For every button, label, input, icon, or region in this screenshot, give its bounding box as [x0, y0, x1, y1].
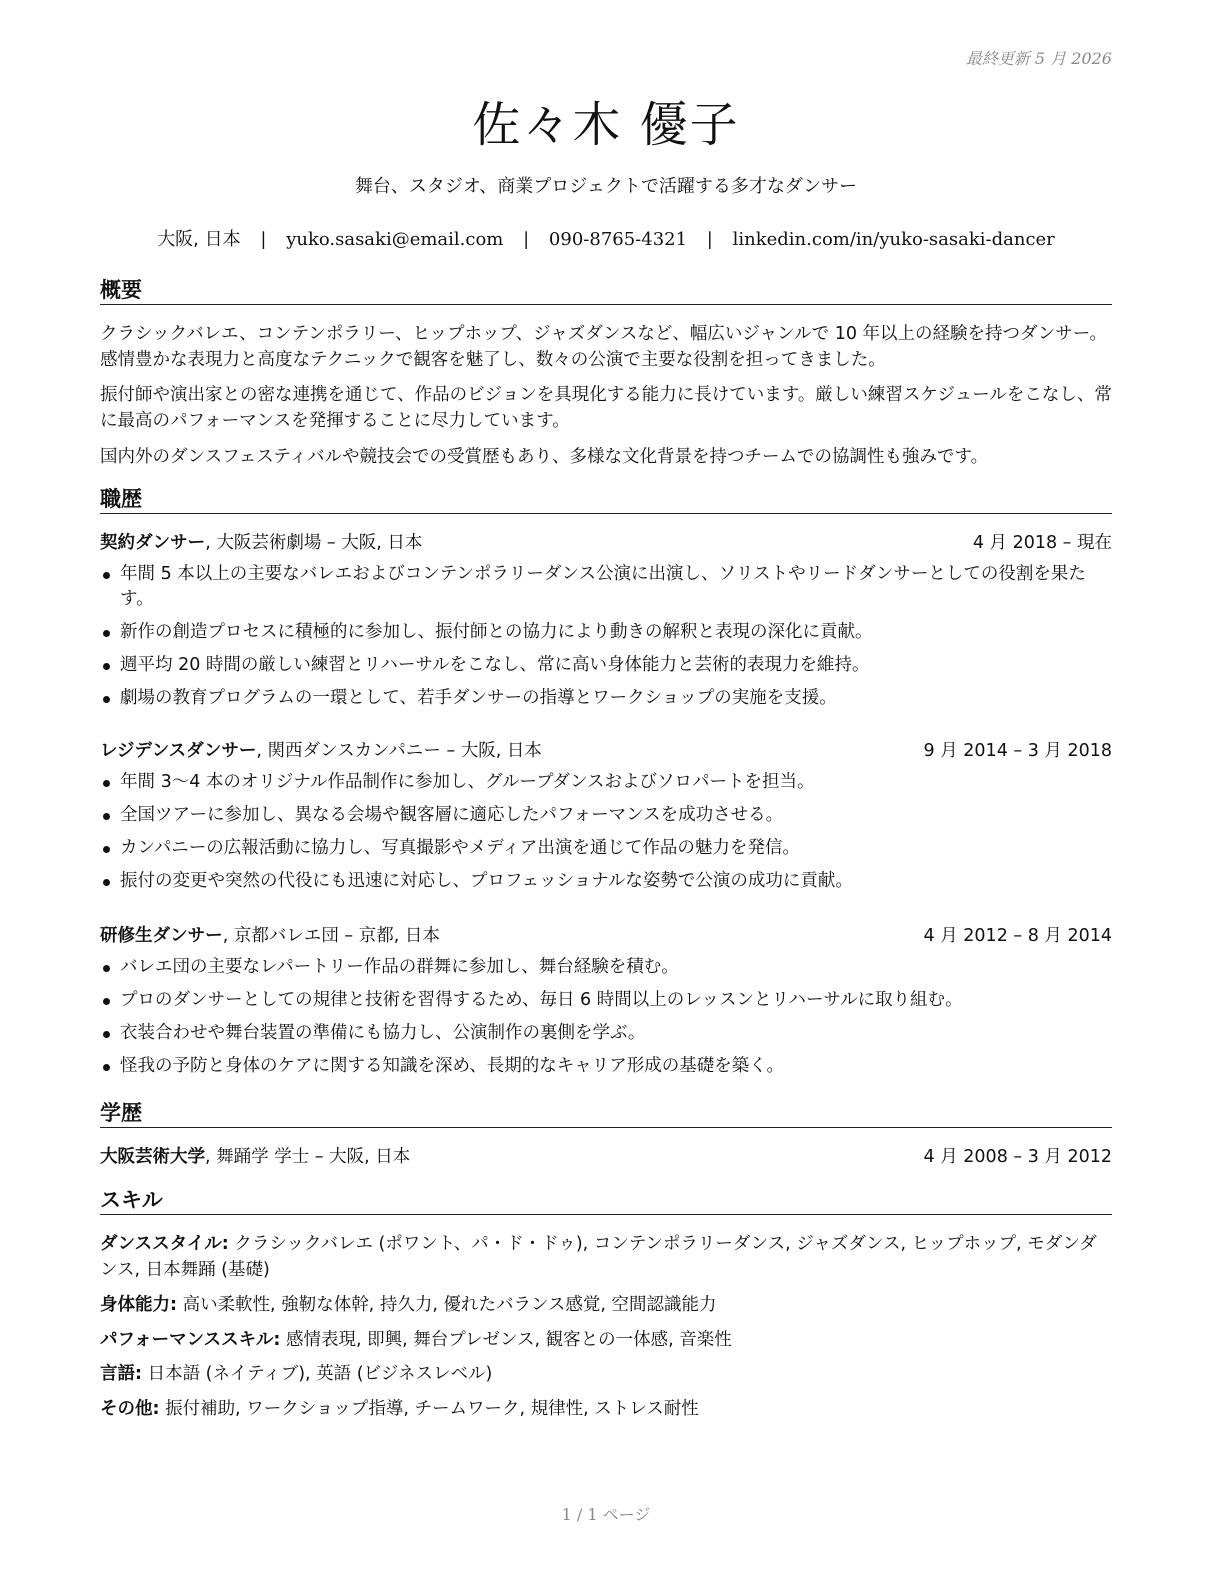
- list-item: カンパニーの広報活動に協力し、写真撮影やメディア出演を通じて作品の魅力を発信。: [100, 836, 1112, 861]
- school-name: 大阪芸術大学: [100, 1147, 205, 1167]
- skill-label: ダンススタイル:: [100, 1234, 229, 1254]
- job-dates: 9 月 2014 – 3 月 2018: [923, 741, 1112, 761]
- job-role: 契約ダンサー: [100, 533, 206, 553]
- contact-linkedin[interactable]: linkedin.com/in/yuko-sasaki-dancer: [732, 229, 1055, 250]
- skill-line: [100, 1327, 1112, 1353]
- skill-label: その他:: [100, 1399, 160, 1419]
- list-item: 新作の創造プロセスに積極的に参加し、振付師との協力により動きの解釈と表現の深化に貢献。: [100, 620, 1112, 645]
- education-dates: 4 月 2008 – 3 月 2012: [923, 1147, 1112, 1167]
- summary-paragraph: クラシックバレエ、コンテンポラリー、ヒップホップ、ジャズダンスなど、幅広いジャンルで 10 年以上の経験を持つダンサー。感情豊かな表現力と高度なテクニックで観客を魅了し、数々の公演で主要な役割を担ってきました。: [100, 324, 1108, 370]
- contact-separator: |: [523, 229, 530, 250]
- skill-value: クラシックバレエ (ポワント、パ・ド・ドゥ), コンテンポラリーダンス, ジャズダンス, ヒップホップ, モダンダンス, 日本舞踊 (基礎): [100, 1234, 1097, 1280]
- job-header: [100, 530, 1112, 556]
- job-header: [100, 738, 1112, 764]
- section-title-summary: 概要: [100, 278, 1112, 305]
- job-role: レジデンスダンサー: [100, 741, 257, 761]
- list-item: 年間 3〜4 本のオリジナル作品制作に参加し、グループダンスおよびソロパートを担当。: [100, 770, 1112, 795]
- contact-email[interactable]: yuko.sasaki@email.com: [286, 229, 504, 250]
- skill-label: 身体能力:: [100, 1295, 177, 1315]
- job-header: [100, 923, 1112, 949]
- list-item: 劇場の教育プログラムの一環として、若手ダンサーの指導とワークショップの実施を支援。: [100, 686, 1112, 711]
- page-number: 1 / 1 ページ: [561, 1505, 651, 1524]
- resume-page: [100, 0, 1112, 1584]
- contact-location: 大阪, 日本: [157, 229, 241, 250]
- contact-line: [100, 225, 1112, 251]
- list-item: プロのダンサーとしての規律と技術を習得するため、毎日 6 時間以上のレッスンとリハーサルに取り組む。: [100, 988, 1112, 1013]
- skill-label: パフォーマンススキル:: [100, 1330, 281, 1350]
- job-dates: 4 月 2018 – 現在: [972, 533, 1112, 553]
- job-org: , 京都バレエ団 – 京都, 日本: [222, 926, 440, 946]
- contact-separator: |: [260, 229, 267, 250]
- last-updated: 最終更新 5 月 2026: [965, 49, 1112, 68]
- contact-phone[interactable]: 090-8765-4321: [548, 229, 688, 250]
- skill-value: 振付補助, ワークショップ指導, チームワーク, 規律性, ストレス耐性: [159, 1399, 699, 1419]
- summary-paragraph: 国内外のダンスフェスティバルや競技会での受賞歴もあり、多様な文化背景を持つチームでの協調性も強みです。: [100, 447, 989, 467]
- list-item: 衣装合わせや舞台装置の準備にも協力し、公演制作の裏側を学ぶ。: [100, 1021, 1112, 1046]
- job-org: , 関西ダンスカンパニー – 大阪, 日本: [256, 741, 542, 761]
- job-bullets: [100, 770, 1112, 902]
- summary-paragraph: 振付師や演出家との密な連携を通じて、作品のビジョンを具現化する能力に長けています。厳しい練習スケジュールをこなし、常に最高のパフォーマンスを発揮することに尽力しています。: [100, 385, 1112, 431]
- list-item: 週平均 20 時間の厳しい練習とリハーサルをこなし、常に高い身体能力と芸術的表現力を維持。: [100, 653, 1112, 678]
- tagline: 舞台、スタジオ、商業プロジェクトで活躍する多才なダンサー: [354, 176, 858, 197]
- section-title-education: 学歴: [100, 1101, 1112, 1128]
- candidate-name: 佐々木 優子: [472, 97, 740, 153]
- list-item: 怪我の予防と身体のケアに関する知識を深め、長期的なキャリア形成の基礎を築く。: [100, 1054, 1112, 1079]
- job-role: 研修生ダンサー: [100, 926, 223, 946]
- job-dates: 4 月 2012 – 8 月 2014: [923, 926, 1112, 946]
- skill-line: [100, 1361, 1112, 1387]
- education-header: [100, 1144, 1112, 1170]
- list-item: 年間 5 本以上の主要なバレエおよびコンテンポラリーダンス公演に出演し、ソリストやリードダンサーとしての役割を果たす。: [100, 562, 1112, 612]
- skill-value: 日本語 (ネイティブ), 英語 (ビジネスレベル): [142, 1364, 493, 1384]
- section-title-experience: 職歴: [100, 487, 1112, 514]
- job-bullets: [100, 562, 1112, 719]
- list-item: 振付の変更や突然の代役にも迅速に対応し、プロフェッショナルな姿勢で公演の成功に貢献。: [100, 869, 1112, 894]
- skill-label: 言語:: [100, 1364, 142, 1384]
- degree-detail: , 舞踊学 学士 – 大阪, 日本: [205, 1147, 411, 1167]
- skill-line: [100, 1396, 1112, 1422]
- skill-line: [100, 1231, 1112, 1283]
- job-org: , 大阪芸術劇場 – 大阪, 日本: [205, 533, 423, 553]
- skill-value: 高い柔軟性, 強靭な体幹, 持久力, 優れたバランス感覚, 空間認識能力: [177, 1295, 717, 1315]
- job-bullets: [100, 955, 1112, 1087]
- list-item: バレエ団の主要なレパートリー作品の群舞に参加し、舞台経験を積む。: [100, 955, 1112, 980]
- contact-separator: |: [706, 229, 713, 250]
- skill-value: 感情表現, 即興, 舞台プレゼンス, 観客との一体感, 音楽性: [280, 1330, 732, 1350]
- section-title-skills: スキル: [100, 1188, 1112, 1215]
- skill-line: [100, 1292, 1112, 1318]
- list-item: 全国ツアーに参加し、異なる会場や観客層に適応したパフォーマンスを成功させる。: [100, 803, 1112, 828]
